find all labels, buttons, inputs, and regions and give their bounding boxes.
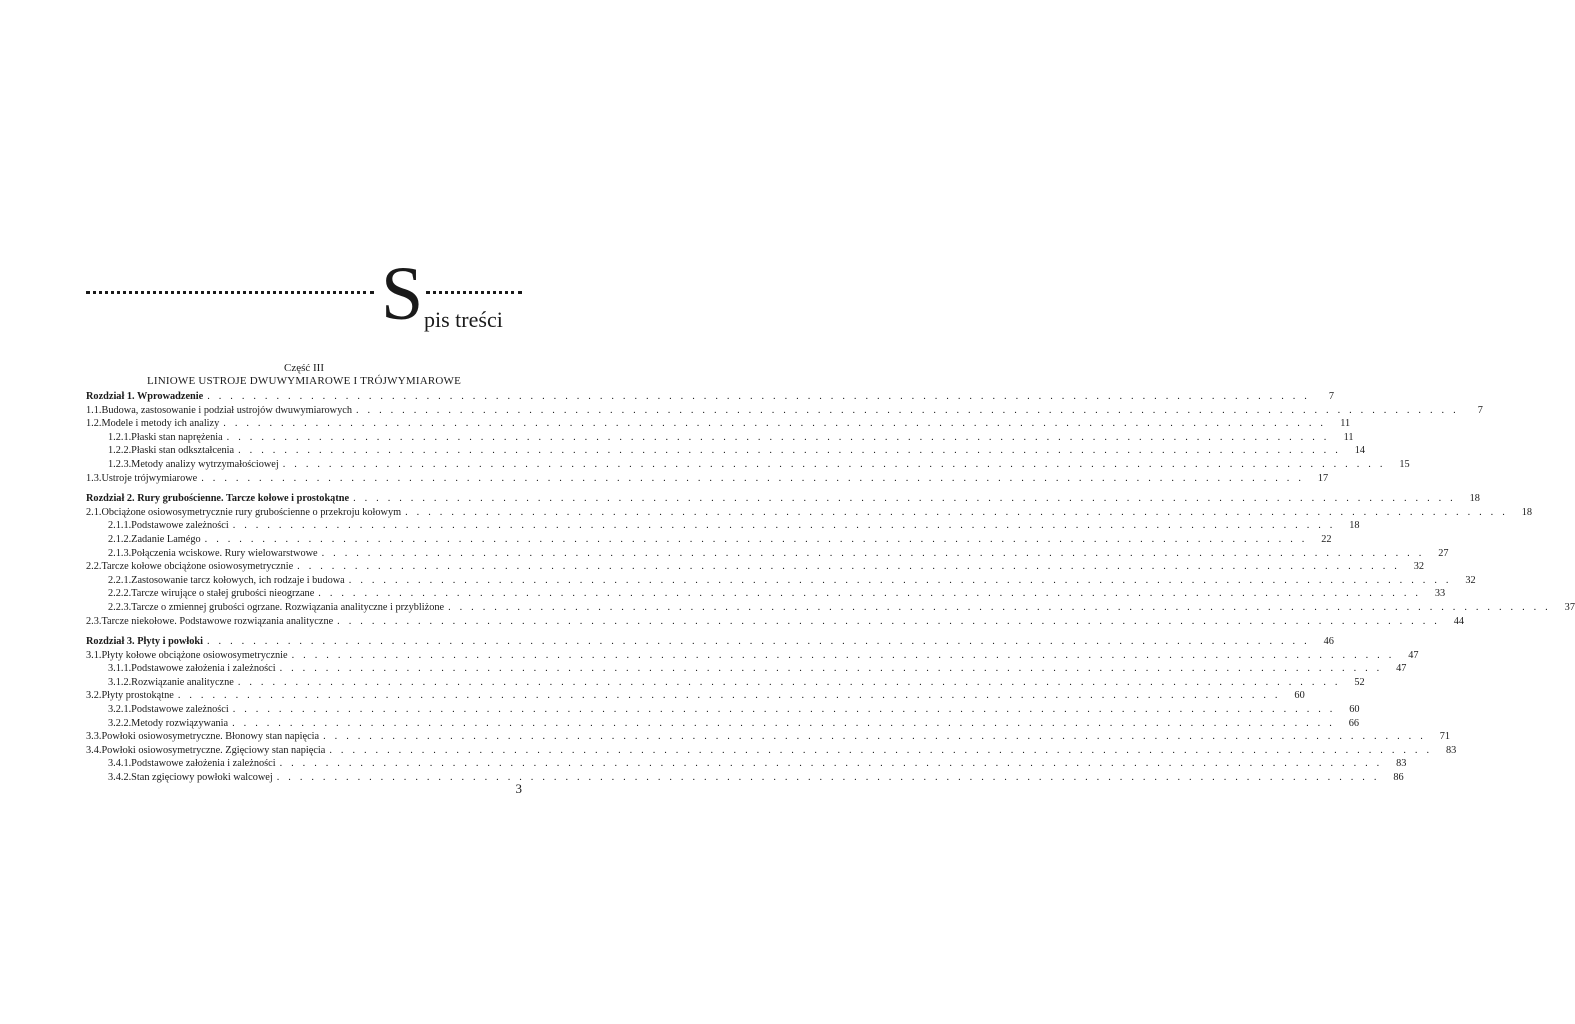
dot-leader <box>283 458 1386 472</box>
toc-entry-title: Zastosowanie tarcz kołowych, ich rodzaje i budowa <box>131 574 345 586</box>
toc-entry-page: 22 <box>1321 533 1332 545</box>
toc-entry-number: 3.1. <box>86 649 102 661</box>
toc-entry-page: 83 <box>1396 758 1407 770</box>
toc-entry-page: 33 <box>1434 588 1446 600</box>
toc-entry-page: 83 <box>1445 744 1457 756</box>
toc-entry-title: Połączenia wciskowe. Rury wielowarstwowe <box>131 547 318 559</box>
dot-leader <box>205 533 1308 547</box>
toc-entry <box>86 717 1359 731</box>
dot-leader <box>337 615 1440 629</box>
title-initial: S <box>381 252 424 336</box>
dot-leader <box>405 506 1508 520</box>
page-title: pis treści <box>424 307 503 332</box>
toc-entry-number: 3.4.2. <box>108 772 132 784</box>
toc-entry <box>86 458 1410 472</box>
dot-leader <box>207 390 1310 404</box>
toc-entry-title: Ustroje trójwymiarowe <box>101 472 198 484</box>
dot-leader <box>448 601 1551 615</box>
dot-leader <box>292 649 1395 663</box>
toc-entry-page: 60 <box>1349 704 1360 716</box>
toc-entry-title: Tarcze kołowe obciążone osiowosymetrycznie <box>101 561 294 573</box>
dot-leader <box>232 717 1335 731</box>
dot-leader <box>280 757 1383 771</box>
toc-entry-number: 1.2.3. <box>108 458 132 470</box>
part-title: LINIOWE USTROJE DWUWYMIAROWE I TRÓJWYMIAROWE <box>146 375 462 387</box>
toc-entry <box>86 587 1446 601</box>
toc-entry-page: 60 <box>1294 690 1305 702</box>
dot-leader <box>238 444 1341 458</box>
toc-entry-title: Płaski stan naprężenia <box>131 431 223 443</box>
toc-entry-title: Stan zgięciowy powłoki walcowej <box>131 772 273 784</box>
toc-entry <box>86 560 1425 574</box>
dotted-rule-left <box>86 291 374 294</box>
toc-entry <box>86 757 1407 771</box>
toc-entry-page: 32 <box>1413 561 1425 573</box>
toc-entry-page: 37 <box>1564 601 1575 613</box>
toc-entry-title: Tarcze wirujące o stałej grubości nieogrzane <box>131 588 315 600</box>
dot-leader <box>353 492 1456 506</box>
toc-entry-title: Rozwiązanie analityczne <box>131 676 234 688</box>
toc-entry-title: Metody rozwiązywania <box>131 717 229 729</box>
toc-entry-title: Płaski stan odkształcenia <box>131 445 235 457</box>
dot-leader <box>233 519 1336 533</box>
toc-entry-title: Podstawowe założenia i zależności <box>131 663 276 675</box>
toc-entry <box>86 730 1450 744</box>
toc-entry-page: 27 <box>1438 547 1449 559</box>
toc-entry <box>86 771 1404 785</box>
toc-entry-number: 2.2.3. <box>108 601 132 613</box>
toc-entry-title: Modele i metody ich analizy <box>101 418 220 430</box>
toc-entry-number: 3.4. <box>86 744 102 756</box>
toc-entry-number: 1.3. <box>86 472 102 484</box>
toc-entry-number: 3.1.1. <box>108 663 132 675</box>
dot-leader <box>233 703 1336 717</box>
toc-entry-page: 32 <box>1465 574 1476 586</box>
toc-entry <box>86 431 1354 445</box>
toc-entry <box>86 444 1366 458</box>
toc-entry-page: 7 <box>1328 391 1335 402</box>
toc-entry-page: 46 <box>1323 636 1334 648</box>
toc-entry-page: 14 <box>1354 445 1366 457</box>
toc-entry-number: 1.2.1. <box>108 431 132 443</box>
toc-entry-number: 3.3. <box>86 731 102 743</box>
toc-entry-page: 47 <box>1408 649 1419 661</box>
dot-leader <box>322 547 1425 561</box>
toc-entry <box>86 574 1476 588</box>
toc-entry-number: 3.2.1. <box>108 704 132 716</box>
toc-entry <box>86 649 1419 663</box>
toc-entry-page: 18 <box>1349 520 1360 532</box>
toc-entry-page: 11 <box>1340 418 1351 430</box>
toc-entry-page: 11 <box>1343 431 1354 443</box>
toc-entry-number: 2.1.1. <box>108 520 132 532</box>
dotted-rule-right <box>426 291 522 294</box>
toc-entry <box>86 601 1575 615</box>
toc-entry <box>86 417 1351 431</box>
toc-entry-page: 52 <box>1354 676 1365 688</box>
toc-entry-page: 47 <box>1396 663 1407 675</box>
toc-entry-number: 2.3. <box>86 615 102 627</box>
toc-entry-number: 2.2.2. <box>108 588 132 600</box>
toc-entry-page: 15 <box>1399 458 1410 470</box>
toc-entry-title: Metody analizy wytrzymałościowej <box>131 458 279 470</box>
toc-entry <box>86 533 1332 547</box>
toc-entry-number: 1.1. <box>86 404 102 416</box>
toc-entry-number: 1.2.2. <box>108 445 132 457</box>
toc-entry-number: 2.1.3. <box>108 547 132 559</box>
toc-entry-page: 71 <box>1439 731 1450 743</box>
dot-leader <box>318 587 1421 601</box>
toc-entry-page: 44 <box>1453 615 1465 627</box>
toc-entry-title: Powłoki osiowosymetryczne. Błonowy stan napięcia <box>101 731 320 743</box>
dot-leader <box>277 771 1380 785</box>
toc-entry-title: Powłoki osiowosymetryczne. Zgięciowy stan napięcia <box>101 744 326 756</box>
page-number: 3 <box>515 781 522 796</box>
toc-entry-number: 3.4.1. <box>108 758 132 770</box>
toc-entry-title: Płyty kołowe obciążone osiowosymetrycznie <box>101 649 288 661</box>
toc-entry-title: Tarcze o zmiennej grubości ogrzane. Rozwiązania analityczne i przybliżone <box>131 601 445 613</box>
toc-entry <box>86 615 1465 629</box>
toc-entry-title: Podstawowe zależności <box>131 520 229 532</box>
toc-entry-page: 86 <box>1393 772 1404 784</box>
toc-entry-number: 3.2. <box>86 690 102 702</box>
toc-entry-number: 3.1.2. <box>108 676 132 688</box>
dot-leader <box>356 404 1459 418</box>
toc-entry-title: Budowa, zastosowanie i podział ustrojów dwuwymiarowych <box>101 404 352 416</box>
toc-entry-page: 7 <box>1477 404 1483 416</box>
part-label: Część III <box>283 362 324 374</box>
dot-leader <box>178 689 1281 703</box>
toc-entry-title: Zadanie Lamégo <box>131 533 201 545</box>
toc-entry-number: 3.2.2. <box>108 717 132 729</box>
dot-leader <box>323 730 1426 744</box>
toc-entry <box>86 662 1407 676</box>
dot-leader <box>223 417 1326 431</box>
toc-entry-number: 1.2. <box>86 418 102 430</box>
toc-entry-title: Podstawowe zależności <box>131 704 229 716</box>
toc-entry-number: 2.1. <box>86 506 102 518</box>
toc-chapter-entry <box>86 492 1480 506</box>
toc-entry-title: Podstawowe założenia i zależności <box>131 758 276 770</box>
toc-entry-title: Płyty prostokątne <box>101 690 174 702</box>
toc-entry <box>86 472 1329 486</box>
table-of-contents <box>86 390 1575 785</box>
toc-entry <box>86 519 1360 533</box>
dot-leader <box>297 560 1400 574</box>
toc-entry-title: Rozdział 2. Rury grubościenne. Tarcze kołowe i prostokątne <box>86 493 350 505</box>
toc-entry <box>86 689 1305 703</box>
dot-leader <box>329 744 1432 758</box>
toc-entry-title: Rozdział 1. Wprowadzenie <box>86 391 204 402</box>
dot-leader <box>280 662 1383 676</box>
dot-leader <box>227 431 1330 445</box>
dot-leader <box>207 635 1310 649</box>
toc-chapter-entry <box>86 635 1334 649</box>
toc-entry <box>86 676 1365 690</box>
toc-entry-page: 66 <box>1348 717 1359 729</box>
toc-entry <box>86 404 1483 418</box>
toc-entry-title: Tarcze niekołowe. Podstawowe rozwiązania analityczne <box>101 615 334 627</box>
toc-entry-number: 2.1.2. <box>108 533 132 545</box>
dot-leader <box>201 472 1304 486</box>
toc-entry <box>86 744 1457 758</box>
toc-header <box>86 252 522 338</box>
toc-entry-title: Obciążone osiowosymetrycznie rury grubościenne o przekroju kołowym <box>101 506 402 518</box>
toc-entry-number: 2.2.1. <box>108 574 132 586</box>
toc-entry <box>86 703 1360 717</box>
toc-entry-page: 17 <box>1317 472 1329 484</box>
toc-entry <box>86 506 1533 520</box>
toc-chapter-entry <box>86 390 1335 404</box>
toc-entry-number: 2.2. <box>86 561 102 573</box>
toc-entry-page: 18 <box>1521 506 1533 518</box>
toc-entry <box>86 547 1449 561</box>
toc-entry-title: Rozdział 3. Płyty i powłoki <box>86 636 203 648</box>
dot-leader <box>349 574 1452 588</box>
dot-leader <box>238 676 1341 690</box>
toc-entry-page: 18 <box>1469 493 1480 505</box>
